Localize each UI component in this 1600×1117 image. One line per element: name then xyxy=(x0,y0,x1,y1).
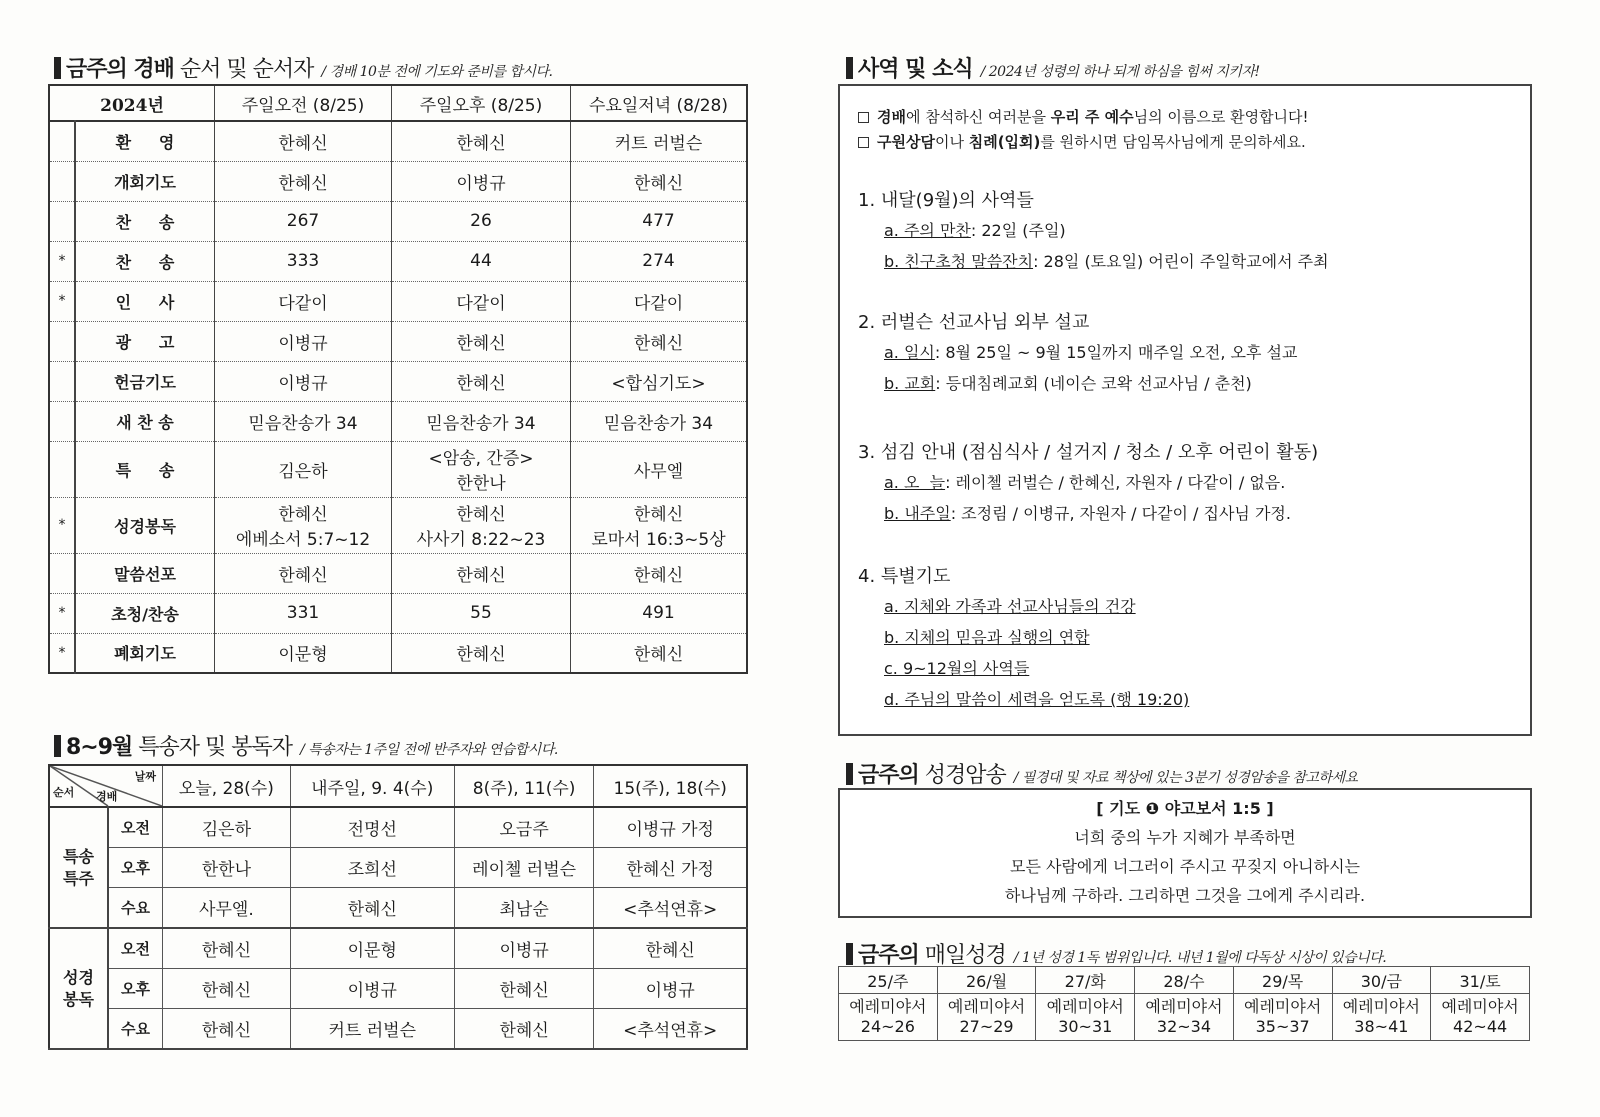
memory-verse-box xyxy=(838,788,1532,918)
assignee-cell: 이병규 xyxy=(454,928,594,969)
order-item-label: 개회기도 xyxy=(75,161,215,201)
order-cell: 한혜신 xyxy=(215,161,392,201)
assignee-cell: 한혜신 xyxy=(163,928,291,969)
news-item-heading: 1. 내달(9월)의 사역들 xyxy=(858,190,1034,211)
assignee-cell: 조희선 xyxy=(290,848,454,888)
title-bar-icon xyxy=(54,735,61,757)
corner-worship-label: 경배 xyxy=(96,790,118,803)
table-row xyxy=(49,497,747,553)
standing-marker xyxy=(49,401,75,441)
assignee-cell: 사무엘. xyxy=(163,888,291,929)
order-item-label: 찬 송 xyxy=(75,241,215,281)
order-cell: 491 xyxy=(571,593,748,633)
order-cell: 한혜신 xyxy=(392,553,571,593)
verse-reference: [ 기도 ❶ 야고보서 1:5 ] xyxy=(1096,799,1274,818)
assignee-cell: 한혜신 xyxy=(454,969,594,1009)
order-cell: 한혜신 사사기 8:22~23 xyxy=(392,497,571,553)
order-cell: 김은하 xyxy=(215,441,392,497)
news-box xyxy=(838,84,1532,736)
order-cell: <합심기도> xyxy=(571,361,748,401)
col-header-wednesday: 수요일저녁 (8/28) xyxy=(571,85,748,121)
corner-date-label: 날짜 xyxy=(134,770,156,783)
table-header-row xyxy=(839,967,1530,994)
corner-order-label: 순서 xyxy=(53,786,75,799)
order-item-label: 성경봉독 xyxy=(75,497,215,553)
table-row xyxy=(49,361,747,401)
order-item-label: 폐회기도 xyxy=(75,633,215,673)
news-section-title xyxy=(846,52,1260,83)
day-header: 31/토 xyxy=(1431,967,1530,994)
special-title-bold: 8~9월 xyxy=(66,735,133,760)
verse-line-2: 모든 사람에게 너그러이 주시고 꾸짖지 아니하시는 xyxy=(1009,857,1360,876)
order-cell: 믿음찬송가 34 xyxy=(392,401,571,441)
special-singers-table xyxy=(48,764,748,1050)
assignee-cell: 오금주 xyxy=(454,807,594,848)
service-label: 수요 xyxy=(108,888,162,929)
table-row xyxy=(839,994,1530,1041)
order-item-label: 말씀선포 xyxy=(75,553,215,593)
order-cell: 다같이 xyxy=(215,281,392,321)
title-bar-icon xyxy=(846,57,853,79)
news-sub-item: a. 오 늘: 레이첼 러벌슨 / 한혜신, 자원자 / 다같이 / 없음. xyxy=(884,473,1286,492)
news-sub-item: c. 9~12월의 사역들 xyxy=(884,659,1030,678)
table-row xyxy=(49,969,747,1009)
order-cell: 331 xyxy=(215,593,392,633)
table-row xyxy=(49,441,747,497)
standing-marker: * xyxy=(49,497,75,553)
table-row xyxy=(49,1009,747,1050)
title-bar-icon xyxy=(846,763,853,785)
news-sub-item: b. 내주일: 조정림 / 이병규, 자원자 / 다같이 / 집사님 가정. xyxy=(884,504,1291,523)
news-subtitle: / 2024년 성령의 하나 되게 하심을 힘써 지키자! xyxy=(980,64,1260,80)
standing-marker: * xyxy=(49,633,75,673)
verse-line-3: 하나님께 구하라. 그리하면 그것을 그에게 주시리라. xyxy=(1004,886,1366,905)
order-cell: 한혜신 xyxy=(571,161,748,201)
news-item-heading: 3. 섬김 안내 (점심식사 / 설거지 / 청소 / 오후 어린이 활동) xyxy=(858,442,1319,463)
order-item-label: 찬 송 xyxy=(75,201,215,241)
service-label: 수요 xyxy=(108,1009,162,1050)
assignee-cell: 한혜신 xyxy=(163,1009,291,1050)
table-row xyxy=(49,807,747,848)
order-cell: 다같이 xyxy=(392,281,571,321)
standing-marker: * xyxy=(49,281,75,321)
assignee-cell: 김은하 xyxy=(163,807,291,848)
table-header-row xyxy=(49,765,747,807)
order-cell: 이병규 xyxy=(215,321,392,361)
year-header: 2024년 xyxy=(49,85,215,121)
order-cell: 커트 러벌슨 xyxy=(571,121,748,161)
order-item-label: 특 송 xyxy=(75,441,215,497)
order-title-bold: 금주의 경배 xyxy=(66,57,174,82)
group-label: 성경 봉독 xyxy=(49,928,108,1049)
news-item-heading: 2. 러벌슨 선교사님 외부 설교 xyxy=(858,312,1090,333)
standing-marker xyxy=(49,441,75,497)
title-bar-icon xyxy=(54,57,61,79)
reading-cell: 예레미야서 30~31 xyxy=(1036,994,1135,1041)
order-cell: 한혜신 xyxy=(215,553,392,593)
assignee-cell: 한혜신 xyxy=(594,928,747,969)
order-item-label: 새 찬 송 xyxy=(75,401,215,441)
reading-cell: 예레미야서 27~29 xyxy=(937,994,1036,1041)
assignee-cell: 최남순 xyxy=(454,888,594,929)
special-title-light: 특송자 및 봉독자 xyxy=(132,735,293,760)
table-row xyxy=(49,888,747,929)
service-label: 오전 xyxy=(108,928,162,969)
col-header-date-2: 내주일, 9. 4(수) xyxy=(290,765,454,807)
order-cell: 믿음찬송가 34 xyxy=(571,401,748,441)
worship-order-table xyxy=(48,84,748,674)
diagonal-header-cell xyxy=(49,765,163,807)
table-row xyxy=(49,401,747,441)
order-cell: 한혜신 xyxy=(392,321,571,361)
order-item-label: 환 영 xyxy=(75,121,215,161)
assignee-cell: 이병규 가정 xyxy=(594,807,747,848)
news-item-heading: 4. 특별기도 xyxy=(858,566,951,587)
col-header-date-3: 8(주), 11(수) xyxy=(454,765,594,807)
service-label: 오후 xyxy=(108,848,162,888)
standing-marker xyxy=(49,321,75,361)
news-sub-item: b. 지체의 믿음과 실행의 연합 xyxy=(884,628,1090,647)
checkbox-square-icon xyxy=(858,137,869,148)
standing-marker: * xyxy=(49,593,75,633)
order-cell: 한혜신 xyxy=(215,121,392,161)
title-bar-icon xyxy=(846,943,853,965)
reading-cell: 예레미야서 42~44 xyxy=(1431,994,1530,1041)
reading-cell: 예레미야서 35~37 xyxy=(1233,994,1332,1041)
order-cell: 44 xyxy=(392,241,571,281)
order-cell: 267 xyxy=(215,201,392,241)
order-cell: 이문형 xyxy=(215,633,392,673)
verse-section-title: 금주의 성경암송 / 필경대 및 자료 책상에 있는 3분기 성경암송을 참고하세요 xyxy=(846,758,1358,789)
verse-line-1: 너희 중의 누가 지혜가 부족하면 xyxy=(1074,828,1296,847)
checkbox-square-icon xyxy=(858,112,869,123)
assignee-cell: 커트 러벌슨 xyxy=(290,1009,454,1050)
assignee-cell: 이문형 xyxy=(290,928,454,969)
order-section-title xyxy=(54,52,552,83)
standing-marker xyxy=(49,553,75,593)
special-section-title xyxy=(54,730,558,761)
order-title-light: 순서 및 순서자 xyxy=(173,57,314,82)
news-sub-item: b. 친구초청 말씀잔치: 28일 (토요일) 어린이 주일학교에서 주최 xyxy=(884,252,1329,271)
order-cell: 26 xyxy=(392,201,571,241)
order-cell: 이병규 xyxy=(392,161,571,201)
news-sub-item: a. 지체와 가족과 선교사님들의 건강 xyxy=(884,597,1136,616)
table-row xyxy=(49,633,747,673)
order-cell: 한혜신 xyxy=(571,321,748,361)
table-row xyxy=(49,321,747,361)
order-cell: 믿음찬송가 34 xyxy=(215,401,392,441)
table-header-row xyxy=(49,85,747,121)
col-header-date-1: 오늘, 28(수) xyxy=(163,765,291,807)
notice-welcome: 경배에 참석하신 여러분을 우리 주 예수님의 이름으로 환영합니다! xyxy=(858,106,1309,127)
daily-subtitle: / 1년 성경 1독 범위입니다. 내년 1월에 다독상 시상이 있습니다. xyxy=(1013,950,1387,966)
reading-cell: 예레미야서 32~34 xyxy=(1135,994,1234,1041)
day-header: 26/월 xyxy=(937,967,1036,994)
order-cell: 이병규 xyxy=(215,361,392,401)
day-header: 27/화 xyxy=(1036,967,1135,994)
order-cell: <암송, 간증> 한한나 xyxy=(392,441,571,497)
order-cell: 한혜신 xyxy=(571,633,748,673)
special-subtitle: / 특송자는 1주일 전에 반주자와 연습합시다. xyxy=(300,742,558,758)
group-label: 특송 특주 xyxy=(49,807,108,928)
order-cell: 한혜신 xyxy=(392,121,571,161)
col-header-sunday-am: 주일오전 (8/25) xyxy=(215,85,392,121)
order-item-label: 헌금기도 xyxy=(75,361,215,401)
assignee-cell: 전명선 xyxy=(290,807,454,848)
assignee-cell: 이병규 xyxy=(290,969,454,1009)
order-cell: 477 xyxy=(571,201,748,241)
daily-section-title: 금주의 매일성경 / 1년 성경 1독 범위입니다. 내년 1월에 다독상 시상이 있습니다. xyxy=(846,938,1386,969)
order-cell: 한혜신 로마서 16:3~5상 xyxy=(571,497,748,553)
day-header: 29/목 xyxy=(1233,967,1332,994)
table-row xyxy=(49,241,747,281)
order-cell: 333 xyxy=(215,241,392,281)
assignee-cell: <추석연휴> xyxy=(594,888,747,929)
order-cell: 한혜신 xyxy=(392,633,571,673)
standing-marker xyxy=(49,121,75,161)
service-label: 오후 xyxy=(108,969,162,1009)
day-header: 25/주 xyxy=(839,967,938,994)
assignee-cell: 한혜신 xyxy=(163,969,291,1009)
order-cell: 사무엘 xyxy=(571,441,748,497)
order-item-label: 인 사 xyxy=(75,281,215,321)
reading-cell: 예레미야서 24~26 xyxy=(839,994,938,1041)
order-cell: 한혜신 xyxy=(392,361,571,401)
table-row xyxy=(49,848,747,888)
order-cell: 한혜신 xyxy=(571,553,748,593)
notice-counseling: 구원상담이나 침례(입회)를 원하시면 담임목사님에게 문의하세요. xyxy=(858,131,1306,152)
assignee-cell: 이병규 xyxy=(594,969,747,1009)
assignee-cell: 레이첼 러벌슨 xyxy=(454,848,594,888)
news-title: 사역 및 소식 xyxy=(858,57,973,82)
day-header: 30/금 xyxy=(1332,967,1431,994)
order-item-label: 초청/찬송 xyxy=(75,593,215,633)
order-item-label: 광 고 xyxy=(75,321,215,361)
assignee-cell: 한혜신 xyxy=(454,1009,594,1050)
col-header-date-4: 15(주), 18(수) xyxy=(594,765,747,807)
verse-subtitle: / 필경대 및 자료 책상에 있는 3분기 성경암송을 참고하세요 xyxy=(1013,770,1358,786)
service-label: 오전 xyxy=(108,807,162,848)
order-cell: 한혜신 에베소서 5:7~12 xyxy=(215,497,392,553)
standing-marker xyxy=(49,161,75,201)
standing-marker xyxy=(49,201,75,241)
news-sub-item: b. 교회: 등대침례교회 (네이슨 코왁 선교사님 / 춘천) xyxy=(884,374,1252,393)
standing-marker: * xyxy=(49,241,75,281)
daily-bible-table xyxy=(838,966,1530,1041)
standing-marker xyxy=(49,361,75,401)
table-row xyxy=(49,593,747,633)
order-subtitle: / 경배 10분 전에 기도와 준비를 합시다. xyxy=(321,64,553,80)
news-sub-item: a. 주의 만찬: 22일 (주일) xyxy=(884,221,1066,240)
table-row xyxy=(49,121,747,161)
table-row xyxy=(49,201,747,241)
table-row xyxy=(49,281,747,321)
assignee-cell: <추석연휴> xyxy=(594,1009,747,1050)
order-cell: 274 xyxy=(571,241,748,281)
table-row xyxy=(49,553,747,593)
assignee-cell: 한한나 xyxy=(163,848,291,888)
table-row xyxy=(49,161,747,201)
news-sub-item: a. 일시: 8월 25일 ~ 9월 15일까지 매주일 오전, 오후 설교 xyxy=(884,343,1298,362)
reading-cell: 예레미야서 38~41 xyxy=(1332,994,1431,1041)
day-header: 28/수 xyxy=(1135,967,1234,994)
news-sub-item: d. 주님의 말씀이 세력을 얻도록 (행 19:20) xyxy=(884,690,1190,709)
order-cell: 다같이 xyxy=(571,281,748,321)
col-header-sunday-pm: 주일오후 (8/25) xyxy=(392,85,571,121)
assignee-cell: 한혜신 가정 xyxy=(594,848,747,888)
table-row xyxy=(49,928,747,969)
order-cell: 55 xyxy=(392,593,571,633)
assignee-cell: 한혜신 xyxy=(290,888,454,929)
